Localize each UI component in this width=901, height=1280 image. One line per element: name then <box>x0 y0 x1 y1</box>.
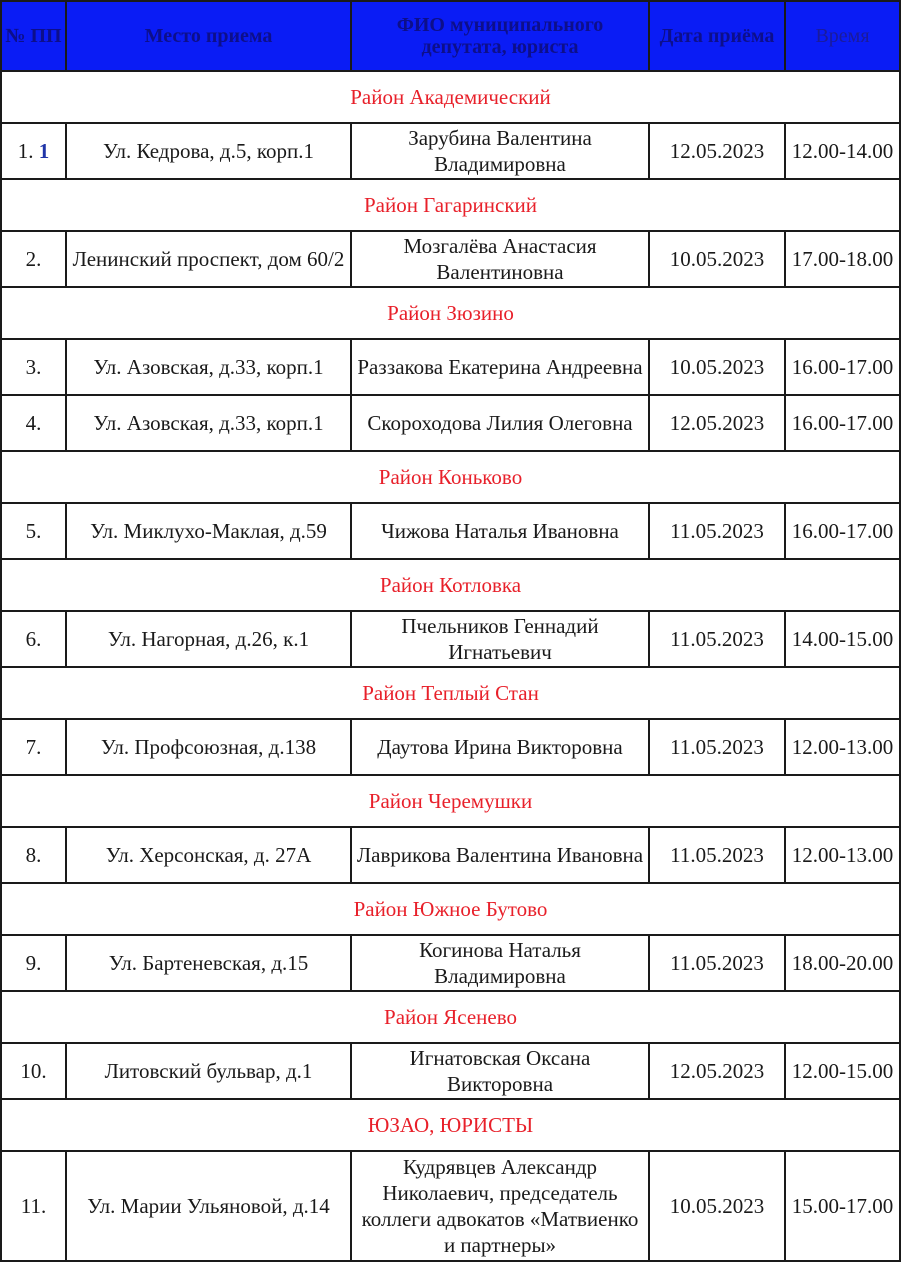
table-row <box>1 503 900 559</box>
reception-date: 10.05.2023 <box>649 339 785 395</box>
row-number-value: 1. <box>17 139 34 163</box>
district-name: Район Академический <box>1 71 900 123</box>
table-body <box>1 71 900 1261</box>
row-number-extra: 1 <box>38 139 50 163</box>
district-name: Район Южное Бутово <box>1 883 900 935</box>
district-row <box>1 1099 900 1151</box>
row-number: 9. <box>1 935 66 991</box>
deputy-name: Зарубина Валентина Владимировна <box>351 123 649 179</box>
district-name: Район Зюзино <box>1 287 900 339</box>
table-row <box>1 339 900 395</box>
row-number <box>1 123 66 179</box>
table-row <box>1 719 900 775</box>
reception-time: 16.00-17.00 <box>785 395 900 451</box>
reception-time: 12.00-13.00 <box>785 719 900 775</box>
deputy-name: Когинова Наталья Владимировна <box>351 935 649 991</box>
reception-date: 12.05.2023 <box>649 395 785 451</box>
deputy-name: Пчельников Геннадий Игнатьевич <box>351 611 649 667</box>
reception-time: 12.00-15.00 <box>785 1043 900 1099</box>
table-row <box>1 1151 900 1261</box>
reception-date: 10.05.2023 <box>649 231 785 287</box>
district-name: Район Гагаринский <box>1 179 900 231</box>
reception-date: 12.05.2023 <box>649 123 785 179</box>
reception-date: 11.05.2023 <box>649 503 785 559</box>
row-number: 4. <box>1 395 66 451</box>
reception-time: 15.00-17.00 <box>785 1151 900 1261</box>
deputy-name: Чижова Наталья Ивановна <box>351 503 649 559</box>
deputy-name: Мозгалёва Анастасия Валентиновна <box>351 231 649 287</box>
header-place: Место приема <box>66 1 351 71</box>
district-row <box>1 883 900 935</box>
table-row <box>1 827 900 883</box>
deputy-name: Игнатовская Оксана Викторовна <box>351 1043 649 1099</box>
reception-date: 11.05.2023 <box>649 935 785 991</box>
reception-place: Ул. Нагорная, д.26, к.1 <box>66 611 351 667</box>
reception-place: Ул. Кедрова, д.5, корп.1 <box>66 123 351 179</box>
district-row <box>1 775 900 827</box>
deputy-name: Скороходова Лилия Олеговна <box>351 395 649 451</box>
reception-place: Литовский бульвар, д.1 <box>66 1043 351 1099</box>
reception-date: 10.05.2023 <box>649 1151 785 1261</box>
reception-place: Ул. Марии Ульяновой, д.14 <box>66 1151 351 1261</box>
row-number: 5. <box>1 503 66 559</box>
reception-date: 12.05.2023 <box>649 1043 785 1099</box>
reception-time: 14.00-15.00 <box>785 611 900 667</box>
reception-time: 12.00-14.00 <box>785 123 900 179</box>
table-row <box>1 395 900 451</box>
district-row <box>1 287 900 339</box>
table-header-row <box>1 1 900 71</box>
row-number: 2. <box>1 231 66 287</box>
table-row <box>1 231 900 287</box>
row-number: 10. <box>1 1043 66 1099</box>
reception-place: Ул. Херсонская, д. 27А <box>66 827 351 883</box>
district-row <box>1 71 900 123</box>
reception-time: 12.00-13.00 <box>785 827 900 883</box>
district-row <box>1 991 900 1043</box>
row-number: 7. <box>1 719 66 775</box>
deputy-name: Раззакова Екатерина Андреевна <box>351 339 649 395</box>
deputy-name: Даутова Ирина Викторовна <box>351 719 649 775</box>
reception-date: 11.05.2023 <box>649 719 785 775</box>
reception-place: Ул. Миклухо-Маклая, д.59 <box>66 503 351 559</box>
district-row <box>1 559 900 611</box>
reception-date: 11.05.2023 <box>649 611 785 667</box>
header-person: ФИО муниципального депутата, юриста <box>351 1 649 71</box>
row-number: 6. <box>1 611 66 667</box>
header-time: Время <box>785 1 900 71</box>
deputy-name: Кудрявцев Александр Николаевич, председатель коллеги адвокатов «Матвиенко и партнеры» <box>351 1151 649 1261</box>
reception-time: 17.00-18.00 <box>785 231 900 287</box>
table-row <box>1 123 900 179</box>
row-number: 8. <box>1 827 66 883</box>
row-number: 11. <box>1 1151 66 1261</box>
reception-place: Ул. Азовская, д.33, корп.1 <box>66 339 351 395</box>
reception-place: Ул. Бартеневская, д.15 <box>66 935 351 991</box>
reception-time: 18.00-20.00 <box>785 935 900 991</box>
header-date: Дата приёма <box>649 1 785 71</box>
row-number: 3. <box>1 339 66 395</box>
header-number: № ПП <box>1 1 66 71</box>
reception-place: Ул. Азовская, д.33, корп.1 <box>66 395 351 451</box>
table-row <box>1 935 900 991</box>
reception-place: Ул. Профсоюзная, д.138 <box>66 719 351 775</box>
district-name: ЮЗАО, ЮРИСТЫ <box>1 1099 900 1151</box>
district-name: Район Черемушки <box>1 775 900 827</box>
reception-place: Ленинский проспект, дом 60/2 <box>66 231 351 287</box>
reception-time: 16.00-17.00 <box>785 339 900 395</box>
reception-time: 16.00-17.00 <box>785 503 900 559</box>
district-name: Район Теплый Стан <box>1 667 900 719</box>
district-row <box>1 179 900 231</box>
district-name: Район Коньково <box>1 451 900 503</box>
table-row <box>1 1043 900 1099</box>
district-row <box>1 667 900 719</box>
district-name: Район Котловка <box>1 559 900 611</box>
deputy-name: Лаврикова Валентина Ивановна <box>351 827 649 883</box>
reception-date: 11.05.2023 <box>649 827 785 883</box>
district-row <box>1 451 900 503</box>
table-row <box>1 611 900 667</box>
district-name: Район Ясенево <box>1 991 900 1043</box>
